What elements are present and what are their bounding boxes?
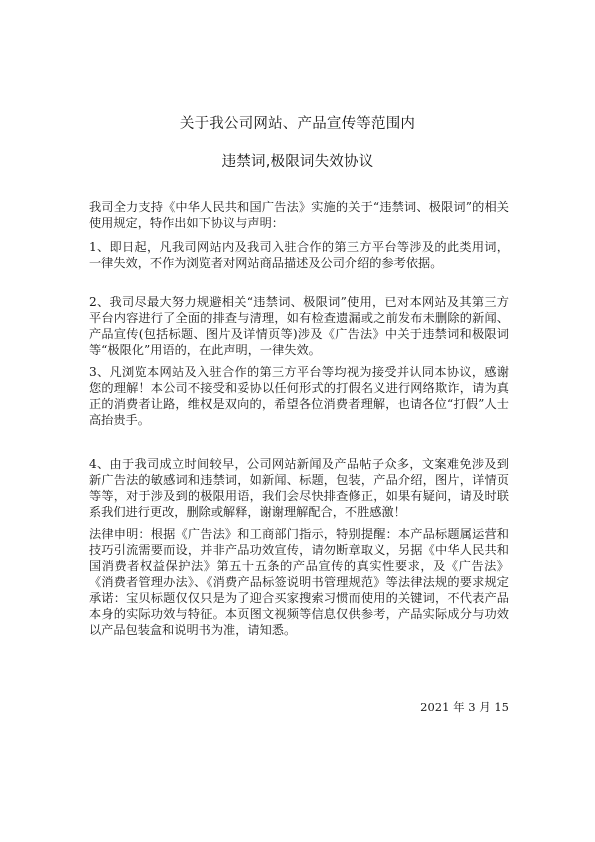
legal-statement-paragraph: 法律申明：根据《广告法》和工商部门指示，特别提醒：本产品标题属运营和技巧引流需要而设，并非产品功效宣传，请勿断章取义，另据《中华人民共和国消费者权益保护法》第五十五条的产品宣传的真实性要求，及《广告法》《消费者管理办法》、《消费产品标签说明书管理规范》等法律法规的要求规定承诺：宝贝标题仅仅只是为了迎合买家搜索习惯而使用的关键词，不代表产品本身的实际功效与特征。本页图文视频等信息仅供参考，产品实际成分与功效以产品包装盒和说明书为准，请知悉。 (89, 527, 509, 637)
document-title-line1: 关于我公司网站、产品宣传等范围内 (179, 116, 416, 132)
clause-2-paragraph: 2、我司尽最大努力规避相关“违禁词、极限词”使用，已对本网站及其第三方平台内容进行了全面的排查与清理，如有检查遗漏或之前发布未删除的新闻、产品宣传(包括标题、图片及详情页等)涉及《广告法》中关于违禁词和极限词等“极限化”用语的，在此声明，一律失效。 (89, 295, 509, 357)
clause-4-paragraph: 4、由于我司成立时间较早，公司网站新闻及产品帖子众多，文案难免涉及到新广告法的敏感词和违禁词，如新闻、标题，包装，产品介绍，图片，详情页等等，对于涉及到的极限用语，我们会尽快排查修正，如果有疑问，请及时联系我们进行更改，删除或解释，谢谢理解配合，不胜感激！ (89, 457, 509, 519)
clause-1-paragraph: 1、即日起，凡我司网站内及我司入驻合作的第三方平台等涉及的此类用词，一律失效，不作为浏览者对网站商品描述及公司介绍的参考依据。 (89, 240, 509, 270)
clause-3-paragraph: 3、凡浏览本网站及入驻合作的第三方平台等均视为接受并认同本协议，感谢您的理解！本公司不接受和妥协以任何形式的打假名义进行网络欺诈，请为真正的消费者让路，维权是双向的，希望各位消费者理解，也请各位“打假”人士高抬贵手。 (89, 365, 509, 427)
document-title-line2: 违禁词,极限词失效协议 (221, 154, 374, 170)
intro-paragraph: 我司全力支持《中华人民共和国广告法》实施的关于“违禁词、极限词”的相关使用规定，特作出如下协议与声明： (89, 200, 509, 230)
document-date: 2021 年 3 月 15 (420, 700, 509, 714)
